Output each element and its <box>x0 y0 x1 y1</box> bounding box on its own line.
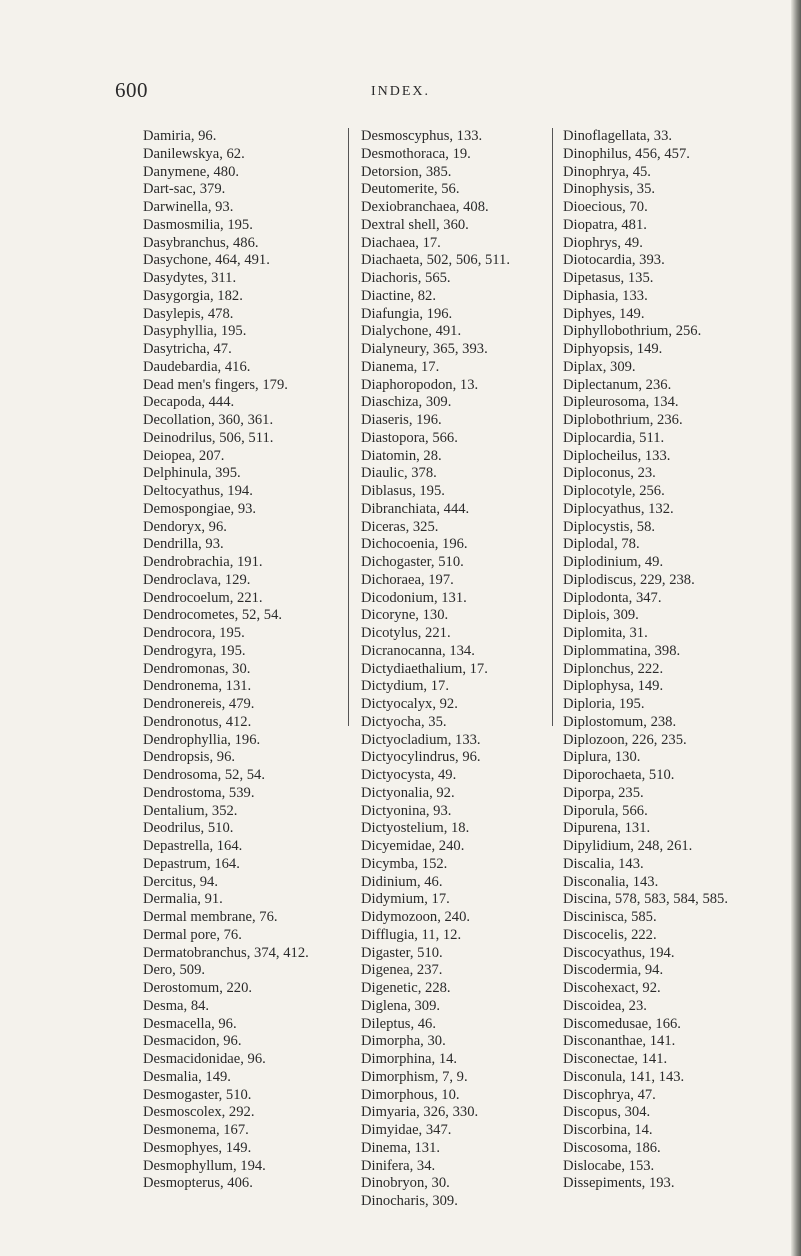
index-entry: Diachoris, 565. <box>361 270 451 286</box>
index-entry: Dendronereis, 479. <box>143 696 255 712</box>
index-entry: Dissepiments, 193. <box>563 1175 675 1192</box>
index-entry: Diplura, 130. <box>563 749 641 766</box>
index-column-3 <box>563 128 768 1193</box>
index-entry: Diblasus, 195. <box>361 483 445 499</box>
index-entry: Diplocheilus, 133. <box>563 447 671 464</box>
index-entry: Desma, 84. <box>143 997 210 1014</box>
index-entry: Damiria, 96. <box>143 128 217 144</box>
index-entry: Diphyopsis, 149. <box>563 341 663 357</box>
index-entry: Dimorpha, 30. <box>361 1033 446 1050</box>
index-entry: Dendrocoelum, 221. <box>143 589 263 606</box>
page-edge-shadow <box>791 0 801 1256</box>
index-entry: Dendropsis, 96. <box>143 749 236 766</box>
index-entry: Danymene, 480. <box>143 163 240 180</box>
index-entry: Diaulic, 378. <box>361 465 437 482</box>
index-entry: Depastrella, 164. <box>143 838 243 854</box>
page-number: 600 <box>115 78 148 102</box>
index-entry: Dermatobranchus, 374, 412. <box>143 944 309 961</box>
index-column-1 <box>143 128 351 1193</box>
index-entry: Diophrys, 49. <box>563 234 643 251</box>
index-entry: Diplax, 309. <box>563 358 636 375</box>
index-entry: Discocelis, 222. <box>563 926 657 943</box>
index-entry: Discopus, 304. <box>563 1104 651 1121</box>
index-entry: Discalia, 143. <box>563 855 644 872</box>
index-entry: Dermal membrane, 76. <box>143 909 278 925</box>
index-entry: Digenetic, 228. <box>361 980 451 996</box>
index-entry: Dinophrya, 45. <box>563 163 651 180</box>
index-entry: Diaphoropodon, 13. <box>361 376 479 393</box>
index-entry: Dasmosmilia, 195. <box>143 216 253 233</box>
index-entry: Dentalium, 352. <box>143 802 238 819</box>
index-entry: Discohexact, 92. <box>563 980 661 996</box>
index-entry: Desmoscolex, 292. <box>143 1104 255 1121</box>
index-entry: Diphasia, 133. <box>563 287 648 304</box>
index-entry: Dictyonina, 93. <box>361 802 452 819</box>
index-entry: Dasylepis, 478. <box>143 305 234 322</box>
index-entry: Dileptus, 46. <box>361 1015 436 1032</box>
index-entry: Dicotylus, 221. <box>361 625 451 641</box>
index-entry: Dimorphism, 7, 9. <box>361 1068 468 1085</box>
index-entry: Desmophyllum, 194. <box>143 1157 266 1174</box>
index-entry: Dimyidae, 347. <box>361 1122 452 1138</box>
index-entry: Dendroclava, 129. <box>143 571 251 588</box>
index-entry: Diplomita, 31. <box>563 625 648 641</box>
index-entry: Diplonchus, 222. <box>563 660 664 677</box>
index-entry: Discosoma, 186. <box>563 1139 661 1156</box>
index-entry: Dictyocalyx, 92. <box>361 696 458 712</box>
index-entry: Dextral shell, 360. <box>361 216 469 233</box>
index-entry: Deltocyathus, 194. <box>143 483 253 499</box>
index-entry: Dictyonalia, 92. <box>361 784 455 801</box>
index-entry: Dialychone, 491. <box>361 323 462 340</box>
index-entry: Desmothoraca, 19. <box>361 145 471 162</box>
index-entry: Diphyllobothrium, 256. <box>563 323 702 340</box>
index-entry: Dicodonium, 131. <box>361 589 467 606</box>
index-entry: Dasychone, 464, 491. <box>143 252 270 269</box>
index-entry: Dicyemidae, 240. <box>361 838 465 854</box>
index-entry: Daudebardia, 416. <box>143 358 251 375</box>
index-entry: Dero, 509. <box>143 962 206 979</box>
index-entry: Diplodinium, 49. <box>563 554 664 570</box>
index-entry: Dichocoenia, 196. <box>361 536 468 553</box>
index-entry: Dendrophyllia, 196. <box>143 731 261 748</box>
index-entry: Discorbina, 14. <box>563 1122 653 1138</box>
index-entry: Desmacella, 96. <box>143 1015 237 1032</box>
index-entry: Dinoflagellata, 33. <box>563 128 673 144</box>
index-entry: Diplommatina, 398. <box>563 642 681 659</box>
index-entry: Dead men's fingers, 179. <box>143 376 288 393</box>
index-entry: Desmacidonidae, 96. <box>143 1051 266 1067</box>
index-entry: Dinema, 131. <box>361 1139 441 1156</box>
index-entry: Difflugia, 11, 12. <box>361 926 462 943</box>
index-entry: Desmonema, 167. <box>143 1122 249 1138</box>
index-entry: Diplocyathus, 132. <box>563 500 674 517</box>
index-entry: Dasyphyllia, 195. <box>143 323 247 340</box>
index-entry: Diplodonta, 347. <box>563 589 662 606</box>
index-entry: Diopatra, 481. <box>563 216 647 233</box>
index-entry: Dipleurosoma, 134. <box>563 394 679 411</box>
index-entry: Dendrocora, 195. <box>143 625 245 641</box>
index-entry: Dictyocysta, 49. <box>361 767 457 783</box>
index-entry: Diploconus, 23. <box>563 465 656 482</box>
index-entry: Digenea, 237. <box>361 962 443 979</box>
index-entry: Dendrilla, 93. <box>143 536 224 553</box>
index-entry: Dislocabe, 153. <box>563 1157 655 1174</box>
index-entry: Disconalia, 143. <box>563 873 659 890</box>
index-entry: Dendronema, 131. <box>143 678 252 695</box>
index-entry: Dermalia, 91. <box>143 891 223 908</box>
index-entry: Dictyocylindrus, 96. <box>361 749 481 766</box>
index-entry: Diplostomum, 238. <box>563 713 677 730</box>
index-entry: Dinifera, 34. <box>361 1157 436 1174</box>
index-entry: Delphinula, 395. <box>143 465 241 482</box>
index-entry: Dibranchiata, 444. <box>361 500 470 517</box>
index-entry: Dimorphous, 10. <box>361 1086 460 1103</box>
index-entry: Diplophysa, 149. <box>563 678 664 695</box>
index-entry: Disciniscа, 585. <box>563 909 657 925</box>
index-entry: Dipylidium, 248, 261. <box>563 838 693 854</box>
index-entry: Dendrobrachia, 191. <box>143 554 263 570</box>
index-entry: Depastrum, 164. <box>143 855 240 872</box>
index-entry: Diotocardia, 393. <box>563 252 665 269</box>
index-entry: Dictydium, 17. <box>361 678 449 695</box>
index-entry: Desmacidon, 96. <box>143 1033 242 1050</box>
index-entry: Dialyneury, 365, 393. <box>361 341 488 357</box>
index-entry: Diplocardia, 511. <box>563 429 665 446</box>
index-entry: Discina, 578, 583, 584, 585. <box>563 891 728 908</box>
index-entry: Diporpa, 235. <box>563 784 644 801</box>
index-entry: Deiopea, 207. <box>143 447 225 464</box>
index-entry: Deodrilus, 510. <box>143 820 234 837</box>
index-entry: Detorsion, 385. <box>361 163 452 180</box>
index-entry: Dendrocometes, 52, 54. <box>143 607 283 624</box>
index-entry: Dicymba, 152. <box>361 855 448 872</box>
index-entry: Dinobryon, 30. <box>361 1175 450 1192</box>
index-entry: Digaster, 510. <box>361 944 443 961</box>
index-entry: Dipetasus, 135. <box>563 270 654 286</box>
index-entry: Dendronotus, 412. <box>143 713 252 730</box>
index-entry: Desmoscyphus, 133. <box>361 128 483 144</box>
index-entry: Dimyaria, 326, 330. <box>361 1104 479 1121</box>
index-entry: Derostomum, 220. <box>143 980 253 996</box>
index-entry: Dictyocha, 35. <box>361 713 447 730</box>
index-entry: Didinium, 46. <box>361 873 443 890</box>
index-entry: Discomedusae, 166. <box>563 1015 681 1032</box>
index-entry: Deinodrilus, 506, 511. <box>143 429 274 446</box>
index-entry: Dendrostoma, 539. <box>143 784 255 801</box>
index-entry: Diplobothrium, 236. <box>563 412 683 428</box>
column-divider <box>552 128 553 726</box>
index-entry: Dendoryx, 96. <box>143 518 227 535</box>
index-entry: Dictyostelium, 18. <box>361 820 470 837</box>
index-entry: Dendrogyra, 195. <box>143 642 246 659</box>
index-entry: Diglena, 309. <box>361 997 441 1014</box>
index-entry: Desmopterus, 406. <box>143 1175 253 1192</box>
index-entry: Disconectae, 141. <box>563 1051 668 1067</box>
index-entry: Diceras, 325. <box>361 518 439 535</box>
index-entry: Demospongiae, 93. <box>143 500 257 517</box>
index-entry: Dercitus, 94. <box>143 873 218 890</box>
index-entry: Dichogaster, 510. <box>361 554 464 570</box>
index-entry: Diplodal, 78. <box>563 536 640 553</box>
index-entry: Diploria, 195. <box>563 696 645 712</box>
index-entry: Diactine, 82. <box>361 287 436 304</box>
index-entry: Disconanthae, 141. <box>563 1033 676 1050</box>
index-entry: Dasydytes, 311. <box>143 270 237 286</box>
index-entry: Desmalia, 149. <box>143 1068 231 1085</box>
index-entry: Discoidea, 23. <box>563 997 647 1014</box>
index-entry: Diplocotyle, 256. <box>563 483 665 499</box>
index-entry: Dicranocanna, 134. <box>361 642 475 659</box>
index-entry: Disconula, 141, 143. <box>563 1068 685 1085</box>
index-entry: Dexiobranchaea, 408. <box>361 199 489 215</box>
page-title: INDEX. <box>370 84 431 99</box>
index-entry: Dicoryne, 130. <box>361 607 449 624</box>
index-entry: Diporula, 566. <box>563 802 648 819</box>
index-entry: Diplectanum, 236. <box>563 376 672 393</box>
index-entry: Desmogaster, 510. <box>143 1086 252 1103</box>
index-entry: Dasygorgia, 182. <box>143 287 243 304</box>
index-entry: Discophrya, 47. <box>563 1086 656 1103</box>
index-entry: Didymium, 17. <box>361 891 450 908</box>
index-entry: Diaschiza, 309. <box>361 394 452 411</box>
index-entry: Dichoraea, 197. <box>361 571 454 588</box>
index-entry: Dinophilus, 456, 457. <box>563 145 690 162</box>
index-entry: Desmophyes, 149. <box>143 1139 252 1156</box>
index-entry: Diastopora, 566. <box>361 429 458 446</box>
index-entry: Dipurena, 131. <box>563 820 651 837</box>
index-entry: Discocyathus, 194. <box>563 944 675 961</box>
index-entry: Diaseris, 196. <box>361 412 442 428</box>
index-entry: Dasytricha, 47. <box>143 341 232 357</box>
index-entry: Dinocharis, 309. <box>361 1193 458 1209</box>
index-entry: Dictydiaethalium, 17. <box>361 660 488 677</box>
index-entry: Diphyes, 149. <box>563 305 645 322</box>
index-entry: Diplozoon, 226, 235. <box>563 731 687 748</box>
index-entry: Discodermia, 94. <box>563 962 664 979</box>
index-entry: Dioecious, 70. <box>563 199 648 215</box>
index-entry: Dermal pore, 76. <box>143 926 242 943</box>
index-entry: Diatomin, 28. <box>361 447 442 464</box>
index-entry: Dendrosoma, 52, 54. <box>143 767 266 783</box>
index-entry: Dimorphina, 14. <box>361 1051 458 1067</box>
index-entry: Dianema, 17. <box>361 358 440 375</box>
index-entry: Diafungia, 196. <box>361 305 453 322</box>
index-entry: Decapoda, 444. <box>143 394 235 411</box>
index-entry: Didymozoon, 240. <box>361 909 471 925</box>
index-entry: Darwinella, 93. <box>143 199 234 215</box>
index-entry: Diplocystis, 58. <box>563 518 656 535</box>
index-entry: Diplois, 309. <box>563 607 639 624</box>
index-entry: Diachaeta, 502, 506, 511. <box>361 252 511 269</box>
index-entry: Decollation, 360, 361. <box>143 412 274 428</box>
index-entry: Danilewskya, 62. <box>143 145 245 162</box>
index-entry: Diplodiscus, 229, 238. <box>563 571 695 588</box>
index-entry: Dictyocladium, 133. <box>361 731 481 748</box>
index-entry: Diporochaeta, 510. <box>563 767 675 783</box>
index-entry: Dasybranchus, 486. <box>143 234 259 251</box>
page-header <box>0 78 801 102</box>
index-entry: Deutomerite, 56. <box>361 181 460 198</box>
index-entry: Dinophysis, 35. <box>563 181 656 198</box>
index-entry: Dart-sac, 379. <box>143 181 226 198</box>
index-column-2 <box>361 128 551 1211</box>
index-entry: Diachaea, 17. <box>361 234 441 251</box>
index-entry: Dendromonas, 30. <box>143 660 251 677</box>
